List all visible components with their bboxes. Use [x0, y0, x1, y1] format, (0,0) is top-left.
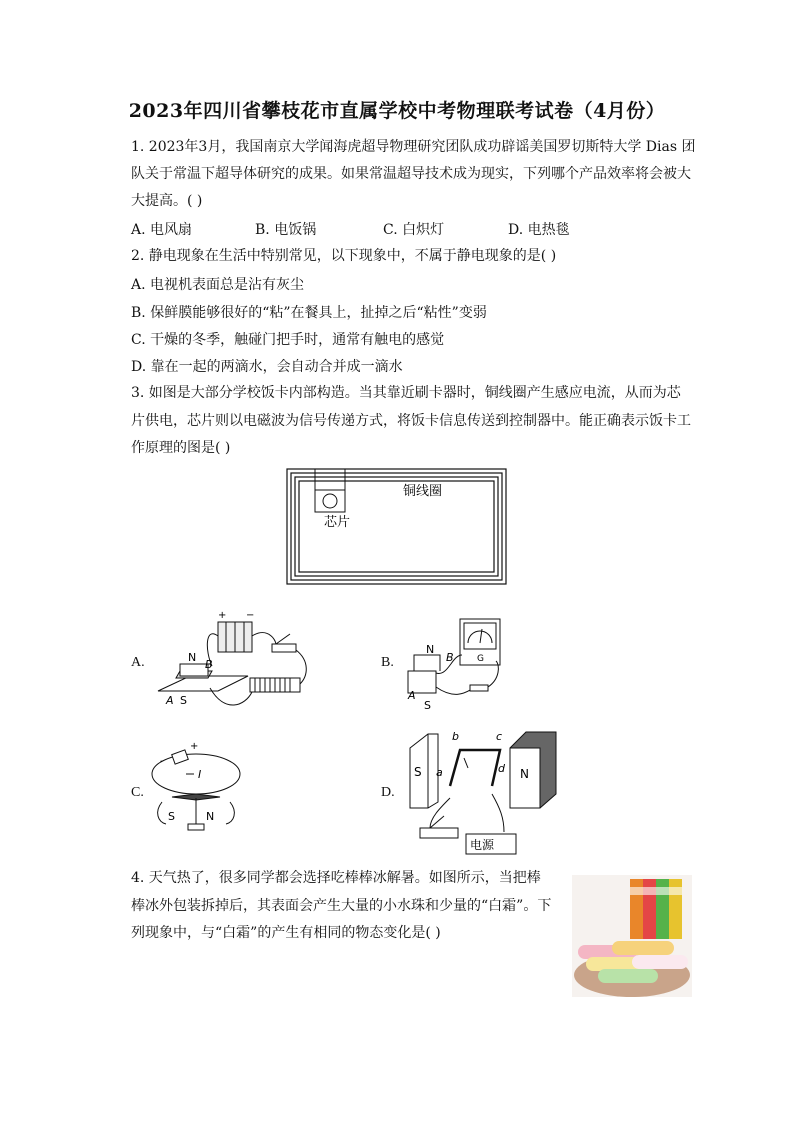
fig-d-a: a — [436, 766, 443, 779]
fig-c-s: S — [168, 810, 175, 823]
fig-b-b: B — [446, 651, 454, 664]
q3-line1: 3. 如图是大部分学校饭卡内部构造。当其靠近刷卡器时，铜线圈产生感应电流，从而为芯 — [131, 385, 681, 401]
q1-option-a[interactable]: A. 电风扇 — [131, 222, 193, 238]
fig-a-n: N — [188, 651, 197, 664]
card-diagram — [286, 468, 508, 586]
fig-c-minus: - — [160, 756, 164, 767]
q3-option-b[interactable]: B. — [381, 655, 394, 670]
fig-a-a: A — [166, 694, 174, 707]
ice-pop-photo — [572, 875, 692, 997]
fig-a-minus: − — [246, 610, 255, 621]
fig-d-n: N — [520, 767, 529, 781]
q1-option-d[interactable]: D. 电热毯 — [508, 222, 570, 238]
fig-d-s: S — [414, 765, 422, 779]
fig-a-b: B — [205, 658, 213, 671]
q2-option-d[interactable]: D. 靠在一起的两滴水，会自动合并成一滴水 — [131, 359, 403, 375]
fig-d-b: b — [452, 730, 459, 743]
q1-option-c[interactable]: C. 白炽灯 — [383, 222, 445, 238]
q4-line3: 列现象中，与“白霜”的产生有相同的物态变化是( ) — [131, 925, 441, 941]
q4-line2: 棒冰外包装拆掉后，其表面会产生大量的小水珠和少量的“白霜”。下 — [131, 898, 552, 914]
q3-line3: 作原理的图是( ) — [131, 440, 231, 456]
fig-b-a: A — [408, 689, 416, 702]
fig-c-i: I — [198, 768, 202, 781]
q3-option-a[interactable]: A. — [131, 655, 145, 670]
q3-option-d[interactable]: D. — [381, 785, 395, 800]
fig-c-oersted-diagram — [148, 742, 248, 840]
fig-d-d: d — [498, 762, 505, 775]
q3-option-c[interactable]: C. — [131, 785, 144, 800]
q2-option-b[interactable]: B. 保鲜膜能够很好的“粘”在餐具上，扯掉之后“粘性”变弱 — [131, 305, 487, 321]
fig-b-g: G — [477, 654, 484, 664]
q2-line1: 2. 静电现象在生活中特别常见，以下现象中，不属于静电现象的是( ) — [131, 248, 557, 264]
fig-a-s: S — [180, 694, 187, 707]
q1-option-b[interactable]: B. 电饭锅 — [255, 222, 317, 238]
fig-a-generator-diagram — [150, 606, 320, 714]
fig-c-n: N — [206, 810, 215, 823]
coil-label: 铜线圈 — [403, 484, 443, 499]
q3-line2: 片供电，芯片则以电磁波为信号传递方式，将饭卡信息传送到控制器中。能正确表示饭卡工 — [131, 413, 691, 429]
fig-c-plus: + — [190, 742, 199, 752]
fig-a-plus: + — [218, 610, 227, 621]
fig-d-c: c — [496, 730, 503, 743]
q4-line1: 4. 天气热了，很多同学都会选择吃棒棒冰解暑。如图所示，当把棒 — [131, 870, 541, 886]
q2-option-a[interactable]: A. 电视机表面总是沾有灰尘 — [131, 277, 305, 293]
fig-b-n: N — [426, 643, 435, 656]
fig-b-galvanometer-diagram — [400, 615, 510, 710]
fig-d-motor-diagram — [400, 728, 560, 858]
fig-b-s: S — [424, 699, 431, 710]
q1-line3: 大提高。( ) — [131, 193, 203, 209]
page-title: 2023年四川省攀枝花市直属学校中考物理联考试卷（4月份） — [128, 100, 666, 122]
chip-label: 芯片 — [324, 515, 351, 530]
q1-line2: 队关于常温下超导体研究的成果。如果常温超导技术成为现实，下列哪个产品效率将会被大 — [131, 166, 691, 182]
q2-option-c[interactable]: C. 干燥的冬季，触碰门把手时，通常有触电的感觉 — [131, 332, 445, 348]
fig-d-power-label: 电源 — [470, 838, 495, 852]
q1-line1: 1. 2023年3月，我国南京大学闻海虎超导物理研究团队成功辟谣美国罗切斯特大学 Dias 团 — [131, 139, 696, 155]
